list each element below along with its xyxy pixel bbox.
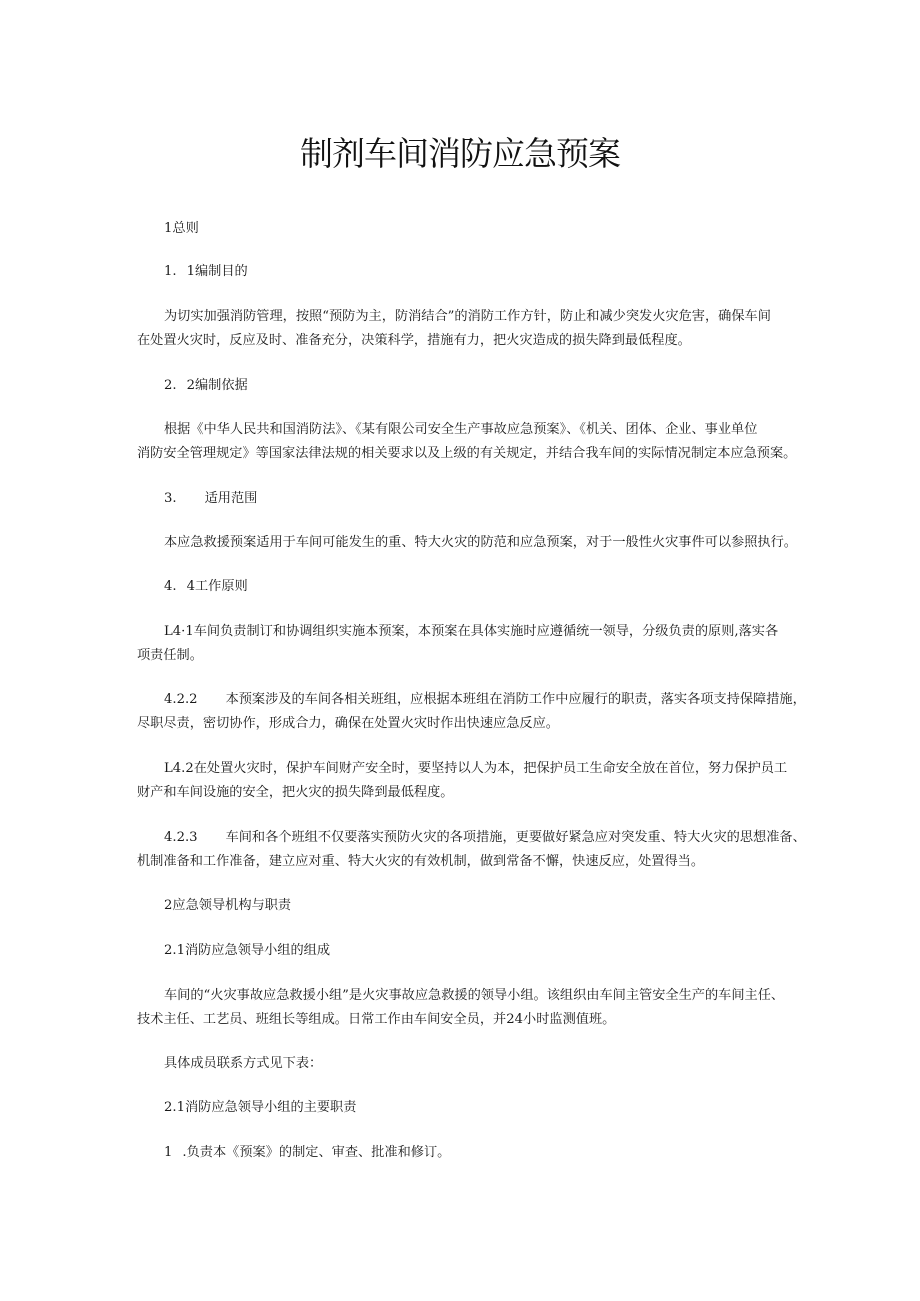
section-1-heading-text: 1总则 — [164, 221, 199, 236]
section-title: 1编制目的 — [186, 264, 248, 279]
section-1-1-heading — [137, 260, 824, 284]
paragraph-line: 具体成员联系方式见下表： — [164, 1056, 323, 1071]
paragraph-line — [137, 826, 806, 850]
paragraph-line: 尽职尽责，密切协作，形成合力，确保在处置火灾时作出快速应急反应。 — [137, 716, 559, 731]
section-2-heading — [137, 894, 824, 918]
section-title: 2.1消防应急领导小组的主要职责 — [164, 1100, 357, 1115]
clause-text: 本预案涉及的车间各相关班组，应根据本班组在消防工作中应履行的职责，落实各项支持保障措施， — [225, 692, 806, 707]
paragraph-line: 为切实加强消防管理，按照“预防为主，防消结合”的消防工作方针，防止和减少突发火灾危害，确保车间 — [164, 309, 771, 324]
clause-L4-1 — [137, 620, 797, 668]
duty-item-1 — [137, 1141, 824, 1165]
clause-text: 车间和各个班组不仅要落实预防火灾的各项措施，更要做好紧急应对突发重、特大火灾的思想准备、 — [225, 830, 806, 845]
paragraph-line: 在处置火灾时，反应及时、准备充分，决策科学，措施有力，把火灾造成的损失降到最低程度。 — [137, 333, 691, 348]
paragraph-line: 项责任制。 — [137, 648, 203, 663]
section-title: 4工作原则 — [186, 579, 248, 594]
section-title: 2.1消防应急领导小组的组成 — [164, 943, 331, 958]
section-2-1-duties-heading — [137, 1096, 824, 1120]
document-title: 制剂车间消防应急预案 — [300, 134, 620, 173]
paragraph-line: 机制准备和工作准备，建立应对重、特大火灾的有效机制，做到常备不懈，快速反应，处置得当。 — [137, 854, 705, 869]
paragraph-line: L4·1车间负责制订和协调组织实施本预案，本预案在具体实施时应遵循统一领导，分级负责的原则,落实各 — [164, 624, 779, 639]
section-number: 3. — [164, 491, 177, 506]
section-1-1-body — [137, 305, 797, 353]
section-2-1-body — [137, 984, 797, 1032]
section-1-3-body — [137, 531, 824, 555]
section-title: 适用范围 — [204, 491, 258, 506]
paragraph-line: 根据《中华人民共和国消防法》、《某有限公司安全生产事故应急预案》、《机关、团体、企业、事业单位 — [164, 422, 758, 437]
contact-note — [137, 1052, 824, 1076]
clause-number: 4.2.2 — [164, 692, 198, 707]
paragraph-line: 本应急救援预案适用于车间可能发生的重、特大火灾的防范和应急预案，对于一般性火灾事件可以参照执行。 — [164, 535, 797, 550]
section-number: 1. — [164, 264, 177, 279]
section-number: 2. — [164, 378, 177, 393]
clause-4-2-3 — [137, 826, 806, 874]
list-number: 1 — [164, 1145, 173, 1160]
section-title: 2编制依据 — [186, 378, 248, 393]
paragraph-line: 车间的“火灾事故应急救援小组”是火灾事故应急救援的领导小组。该组织由车间主管安全生产的车间主任、 — [164, 988, 785, 1003]
paragraph-line — [137, 688, 806, 712]
clause-L4-2 — [137, 757, 797, 805]
section-1-heading — [137, 217, 824, 241]
clause-4-2-2 — [137, 688, 806, 736]
section-1-3-heading — [137, 487, 824, 511]
list-text: .负责本《预案》的制定、审查、批准和修订。 — [182, 1145, 451, 1160]
clause-number: 4.2.3 — [164, 830, 198, 845]
section-1-2-body — [137, 418, 797, 466]
section-number: 4. — [164, 579, 177, 594]
paragraph-line: 消防安全管理规定》等国家法律法规的相关要求以及上级的有关规定，并结合我车间的实际情况制定本应急预案。 — [137, 446, 797, 461]
section-title: 2应急领导机构与职责 — [164, 898, 292, 913]
paragraph-line: 财产和车间设施的安全，把火灾的损失降到最低程度。 — [137, 785, 454, 800]
paragraph-line: L4.2在处置火灾时，保护车间财产安全时，要坚持以人为本，把保护员工生命安全放在首位，努力保护员工 — [164, 761, 788, 776]
section-1-4-heading — [137, 575, 824, 599]
paragraph-line: 技术主任、工艺员、班组长等组成。日常工作由车间安全员，并24小时监测值班。 — [137, 1012, 616, 1027]
section-2-1-heading — [137, 939, 824, 963]
section-1-2-heading — [137, 374, 824, 398]
